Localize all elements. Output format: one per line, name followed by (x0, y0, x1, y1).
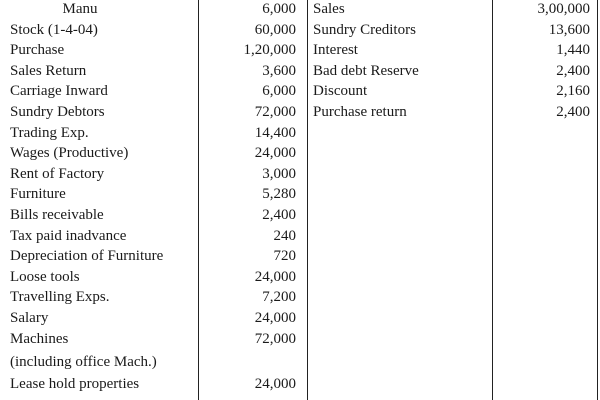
credit-amount: 2,400 (556, 104, 590, 120)
credit-particular: Sales (313, 1, 345, 17)
table-row (0, 20, 600, 41)
debit-amount: 1,20,000 (243, 42, 296, 59)
debit-particular: Trading Exp. (10, 124, 89, 141)
credit-particular: Bad debt Reserve (313, 62, 419, 79)
debit-particular: Stock (1-4-04) (10, 21, 98, 38)
debit-amount: 720 (273, 248, 296, 265)
credit-amount: 13,600 (548, 21, 590, 38)
debit-amount: 3,600 (262, 62, 296, 79)
debit-particular: Bills receivable (10, 207, 104, 223)
table-row (0, 0, 600, 20)
debit-amount: 24,000 (254, 310, 296, 326)
debit-particular: Rent of Factory (10, 165, 105, 182)
table-row (0, 143, 600, 164)
debit-amount: 5,280 (262, 186, 296, 203)
table-row (0, 123, 600, 144)
table-row (0, 352, 600, 373)
table-row (0, 226, 600, 247)
debit-particular: Carriage Inward (10, 83, 108, 100)
debit-amount: 6,000 (262, 1, 296, 17)
debit-amount: 24,000 (254, 268, 296, 285)
debit-amount: 240 (273, 227, 296, 244)
credit-amount: 2,400 (556, 62, 590, 79)
table-row (0, 102, 600, 123)
debit-particular: Tax paid inadvance (10, 227, 127, 244)
debit-particular: Machines (10, 330, 69, 347)
credit-particular: Interest (313, 42, 358, 59)
table-row (0, 374, 600, 395)
debit-particular: Purchase (10, 42, 65, 59)
debit-amount: 2,400 (262, 207, 296, 223)
debit-particular: Wages (Productive) (10, 145, 129, 162)
table-row (0, 246, 600, 267)
debit-particular: Depreciation of Furniture (10, 248, 164, 265)
debit-amount: 24,000 (254, 376, 296, 392)
credit-amount: 1,440 (556, 42, 590, 59)
table-row (0, 287, 600, 308)
table-row (0, 267, 600, 288)
table-row (0, 308, 600, 329)
credit-amount: 3,00,000 (537, 1, 590, 17)
debit-particular: Loose tools (10, 268, 80, 285)
table-row (0, 205, 600, 226)
debit-particular: Manu (62, 1, 98, 17)
table-row (0, 184, 600, 205)
debit-particular: Sales Return (10, 62, 87, 79)
debit-particular: (including office Mach.) (10, 354, 157, 370)
credit-particular: Discount (313, 83, 368, 100)
debit-amount: 72,000 (254, 330, 296, 347)
debit-amount: 14,400 (254, 124, 296, 141)
debit-amount: 3,000 (262, 165, 296, 182)
credit-particular: Sundry Creditors (313, 21, 416, 38)
debit-amount: 24,000 (254, 145, 296, 162)
debit-amount: 7,200 (262, 289, 296, 306)
credit-amount: 2,160 (556, 83, 590, 100)
table-row (0, 164, 600, 185)
debit-particular: Lease hold properties (10, 376, 140, 392)
debit-particular: Salary (10, 310, 49, 326)
credit-particular: Purchase return (313, 104, 407, 120)
debit-particular: Furniture (10, 186, 66, 203)
table-row (0, 81, 600, 102)
debit-amount: 72,000 (254, 104, 296, 120)
debit-particular: Sundry Debtors (10, 104, 105, 120)
table-row (0, 329, 600, 350)
table-row (0, 40, 600, 61)
table-row (0, 61, 600, 82)
debit-particular: Travelling Exps. (10, 289, 110, 306)
debit-amount: 60,000 (254, 21, 296, 38)
debit-amount: 6,000 (262, 83, 296, 100)
